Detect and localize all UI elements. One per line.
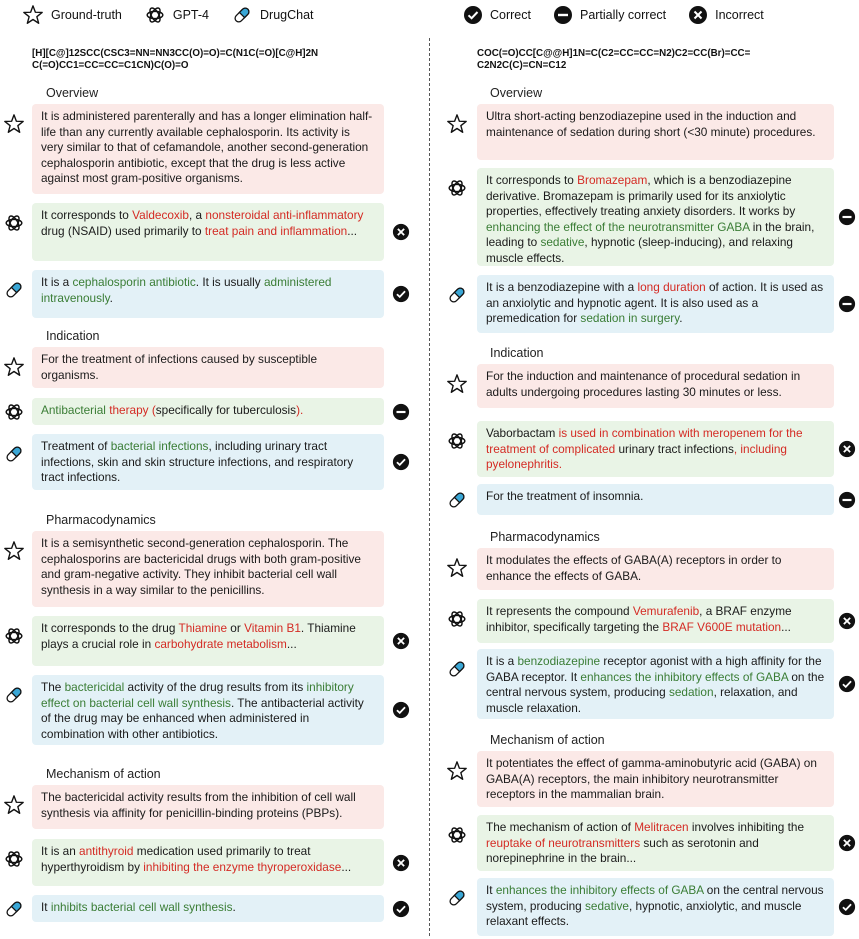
right-mechanism-ground-truth-answer [477,751,834,807]
answer-text-segment: For the treatment of infections caused by susceptible organisms. [41,352,318,382]
openai-logo-icon [446,608,468,635]
column-divider [429,38,430,936]
answer-text-segment: carbohydrate metabolism [154,636,287,651]
left-indication-drugchat-answer [32,434,384,490]
pill-icon [446,489,468,516]
pill-icon [446,284,468,311]
answer-text-segment: . Thiamine plays a crucial role in [41,621,356,651]
minus-circle-icon [553,5,573,25]
minus-circle-icon [838,491,856,509]
right-smiles: COC(=O)CC[C@@H]1N=C(C2=CC=CC=N2)C2=CC(Br)=CC= C2N2C(C)=CN=C12 [477,48,751,71]
answer-text-segment: sedation in surgery [580,311,680,325]
answer-text-segment: It modulates the effects of GABA(A) receptors in order to enhance the effects of GABA. [486,553,782,583]
right-section-title-pharmacodynamics: Pharmacodynamics [490,530,600,544]
answer-text-segment: It is an [41,844,80,858]
answer-text-segment: antithyroid [79,844,134,858]
legend-incorrect-label: Incorrect [715,8,764,22]
answer-text-segment: Vitamin B1 [244,621,301,635]
answer-text-segment: , hypnotic (sleep-inducing), and relaxing muscle effects. [486,235,793,265]
left-mechanism-gpt4-answer [32,839,384,886]
pill-icon [3,684,25,711]
openai-logo-icon [3,401,25,428]
answer-text-segment: on the central nervous system, producing [486,883,824,913]
right-pharmacodynamics-ground-truth-answer [477,548,834,590]
answer-text-segment: is used in combination with meropenem for the treatment of complicated [486,426,803,456]
answer-text-segment: , including urinary tract infections, skin and skin structure infections, and respiratory tract infections. [41,439,354,484]
answer-text-segment: , relaxation, and muscle relaxation. [486,685,798,715]
left-section-title-indication: Indication [46,329,100,343]
answer-text-segment: Antibacterial [41,403,106,417]
answer-text-segment: Ultra short-acting benzodiazepine used in the induction and maintenance of sedation during short (<30 minute) procedures. [486,109,816,139]
answer-text-segment: . [232,900,236,914]
left-section-title-mechanism: Mechanism of action [46,767,161,781]
answer-text-segment: or [227,621,245,635]
answer-text-segment: For the induction and maintenance of procedural sedation in adults undergoing procedures lasting 30 minutes or less. [486,369,801,399]
minus-circle-icon [838,208,856,226]
answer-text-segment: administered intravenously [41,275,332,305]
answer-text-segment: enhances the inhibitory effects of GABA [580,669,789,684]
check-circle-icon [392,285,410,303]
answer-text-segment: Valdecoxib [132,208,189,222]
answer-text-segment: The [41,680,65,694]
check-circle-icon [392,900,410,918]
answer-text-segment: It is a [486,654,518,668]
check-circle-icon [838,675,856,693]
answer-text-segment: ... [341,859,352,874]
answer-text-segment: The bactericidal activity results from the inhibition of cell wall synthesis via affinity for penicillin-binding proteins (PBPs). [41,790,356,820]
pill-icon [3,279,25,306]
answer-text-segment: bactericidal [64,680,125,694]
answer-text-segment: therapy ( [105,403,156,417]
answer-text-segment: of action. It is used as an anxiolytic and hypnotic agent. It is also used as a premedication for [486,280,824,325]
legend-gpt4 [144,4,209,26]
pill-icon [446,658,468,685]
right-indication-drugchat-answer [477,484,834,515]
legend-models [22,4,336,26]
answer-text-segment: benzodiazepine [517,654,601,668]
legend-correct-label: Correct [490,8,531,22]
star-icon [446,557,468,584]
answer-text-segment: sedative [585,898,629,913]
star-icon [3,356,25,383]
right-indication-gpt4-answer [477,421,834,477]
answer-text-segment: involves inhibiting the [688,820,805,834]
answer-text-segment: bacterial infections [110,439,209,453]
legend-ground-truth-label: Ground-truth [51,8,122,22]
star-icon [446,760,468,787]
star-icon [3,794,25,821]
right-pharmacodynamics-gpt4-answer [477,599,834,643]
star-icon [446,113,468,140]
check-circle-icon [838,898,856,916]
x-circle-icon [392,632,410,650]
answer-text-segment: , a [189,208,206,222]
pill-icon [3,898,25,925]
openai-logo-icon [144,4,166,26]
legend-drugchat-label: DrugChat [260,8,314,22]
openai-logo-icon [3,625,25,652]
openai-logo-icon [446,824,468,851]
answer-text-segment: inhibitory effect on bacterial cell wall synthesis [41,680,354,710]
answer-text-segment: It is a [41,275,73,289]
answer-text-segment: enhances the inhibitory effects of GABA [495,883,704,897]
answer-text-segment: specifically for tuberculosis [155,403,297,417]
check-circle-icon [463,5,483,25]
star-icon [22,4,44,26]
left-mechanism-drugchat-answer [32,895,384,922]
right-pharmacodynamics-drugchat-answer [477,649,834,719]
answer-text-segment: It potentiates the effect of gamma-aminobutyric acid (GABA) on GABA(A) receptors, the main inhibitory neurotransmitter receptors in the mammalian brain. [486,756,817,801]
right-mechanism-drugchat-answer [477,878,834,936]
openai-logo-icon [446,177,468,204]
star-icon [3,540,25,567]
left-section-title-pharmacodynamics: Pharmacodynamics [46,513,156,527]
left-overview-ground-truth-answer [32,104,384,194]
legend-partial [553,5,666,25]
pill-icon [3,443,25,470]
left-indication-gpt4-answer [32,398,384,425]
x-circle-icon [392,854,410,872]
answer-text-segment: It corresponds to the drug [41,621,179,635]
answer-text-segment: . It is usually [195,275,264,289]
answer-text-segment: , hypnotic, anxiolytic, and muscle relaxant effects. [486,898,802,928]
answer-text-segment: BRAF V600E mutation [662,619,782,634]
answer-text-segment: Bromazepam [577,173,648,187]
answer-text-segment: treat pain and inflammation [204,223,348,238]
left-smiles: [H][C@]12SCC(CSC3=NN=NN3CC(O)=O)=C(N1C(=O)[C@H]2N C(=O)CC1=CC=CC=C1CN)C(O)=O [32,48,319,71]
answer-text-segment: inhibiting the enzyme thyroperoxidase [143,859,342,874]
legend-incorrect [688,5,764,25]
answer-text-segment: , including pyelonephritis. [486,441,787,471]
star-icon [3,113,25,140]
answer-text-segment: ). [296,403,304,417]
answer-text-segment: It corresponds to [41,208,133,222]
x-circle-icon [838,440,856,458]
check-circle-icon [392,701,410,719]
answer-text-segment: . [109,290,113,305]
answer-text-segment: nonsteroidal anti-inflammatory [205,208,364,222]
pill-icon [231,4,253,26]
answer-text-segment: It is a benzodiazepine with a [486,280,638,294]
right-indication-ground-truth-answer [477,364,834,408]
star-icon [446,373,468,400]
answer-text-segment: ... [286,636,297,651]
x-circle-icon [688,5,708,25]
answer-text-segment: Thiamine [178,621,228,635]
answer-text-segment: urinary tract infections [618,441,734,456]
check-circle-icon [392,453,410,471]
answer-text-segment: such as serotonin and norepinephrine in the brain... [486,835,759,865]
answer-text-segment: Treatment of [41,439,111,453]
x-circle-icon [838,834,856,852]
answer-text-segment: drug (NSAID) used primarily to [41,223,205,238]
legend-correct [463,5,531,25]
minus-circle-icon [392,403,410,421]
right-section-title-mechanism: Mechanism of action [490,733,605,747]
answer-text-segment: . The antibacterial activity of the drug may be enhanced when administered in combination with other antibiotics. [41,695,364,741]
left-pharmacodynamics-drugchat-answer [32,675,384,745]
answer-text-segment: ... [781,619,791,634]
answer-text-segment: inhibits bacterial cell wall synthesis [50,900,233,914]
answer-text-segment: sedative [540,235,585,249]
answer-text-segment: It is administered parenterally and has a longer elimination half-life than any currently available cephalosporin. Its activity is very similar to that of cefamandole, another second-generation cephalosporin antibiotic, except that the drug is less active against most gram-positive organisms. [41,109,373,185]
minus-circle-icon [838,295,856,313]
left-pharmacodynamics-gpt4-answer [32,616,384,666]
answer-text-segment: It corresponds to [486,173,578,187]
legend-ground-truth [22,4,122,26]
answer-text-segment: For the treatment of insomnia. [486,489,644,503]
right-section-title-indication: Indication [490,346,544,360]
right-mechanism-gpt4-answer [477,815,834,871]
answer-text-segment: Vaborbactam [486,426,556,440]
legend-gpt4-label: GPT-4 [172,8,209,22]
legend-drugchat [231,4,314,26]
left-section-title-overview: Overview [46,86,99,100]
answer-text-segment: Vemurafenib [632,604,700,618]
answer-text-segment: cephalosporin antibiotic [72,275,196,289]
answer-text-segment: It is a semisynthetic second-generation cephalosporin. The cephalosporins are bactericidal drugs with both gram-positive and gram-negative activity. They inhibit bacterial cell wall synthesis in a way similar to the penicillins. [41,536,361,597]
answer-text-segment: reuptake of neurotransmitters [486,835,641,850]
answer-text-segment: sedation [668,685,714,699]
right-overview-gpt4-answer [477,168,834,266]
openai-logo-icon [3,848,25,875]
x-circle-icon [392,223,410,241]
left-indication-ground-truth-answer [32,347,384,388]
answer-text-segment: . [679,311,683,325]
left-overview-drugchat-answer [32,270,384,318]
answer-text-segment: on the central nervous system, producing [486,669,825,699]
left-overview-gpt4-answer [32,203,384,261]
legend-correctness [463,4,786,26]
answer-text-segment: , which is a benzodiazepine derivative. Bromazepam is primarily used for its anxiolytic properties, effectively treating anxiety disorders. It works by [486,173,796,218]
answer-text-segment: receptor agonist with a high affinity for the GABA receptor. It [486,654,822,684]
answer-text-segment: It [486,883,496,897]
legend-partial-label: Partially correct [579,8,667,22]
right-overview-drugchat-answer [477,275,834,333]
answer-text-segment: The mechanism of action of [486,820,635,834]
openai-logo-icon [446,430,468,457]
answer-text-segment: It represents the compound [486,604,633,618]
answer-text-segment: medication used primarily to treat hyperthyroidism by [41,844,311,874]
answer-text-segment: enhancing the effect of the neurotransmitter GABA [486,219,750,234]
answer-text-segment: ... [347,223,358,238]
right-overview-ground-truth-answer [477,104,834,160]
answer-text-segment: It [41,900,51,914]
answer-text-segment: activity of the drug results from its [124,680,307,694]
left-mechanism-ground-truth-answer [32,785,384,829]
answer-text-segment: long duration [637,280,706,294]
x-circle-icon [838,612,856,630]
right-section-title-overview: Overview [490,86,543,100]
openai-logo-icon [3,212,25,239]
answer-text-segment: in the brain, leading to [486,219,815,249]
answer-text-segment: Melitracen [634,820,689,834]
left-pharmacodynamics-ground-truth-answer [32,531,384,607]
pill-icon [446,887,468,914]
answer-text-segment: , a BRAF enzyme inhibitor, specifically targeting the [486,604,792,634]
